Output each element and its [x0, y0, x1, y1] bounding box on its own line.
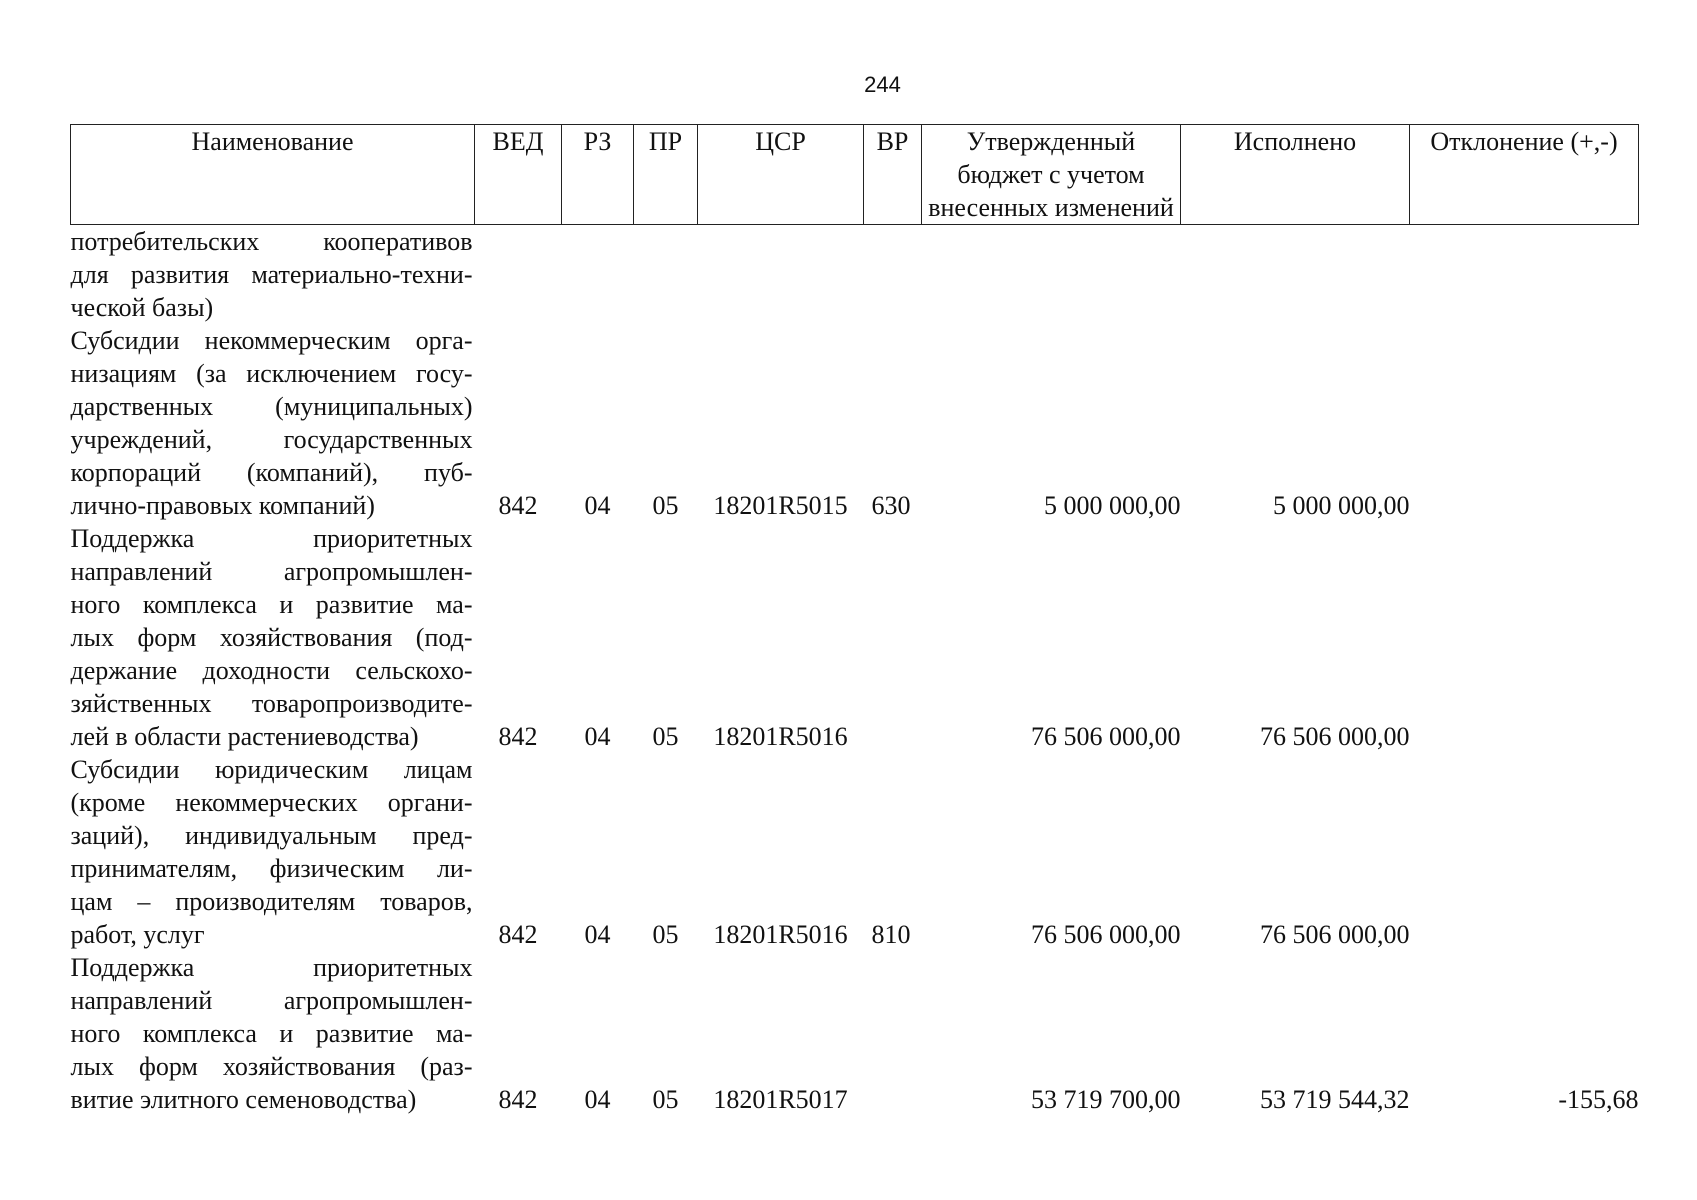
cell-executed: 5 000 000,00: [1273, 491, 1410, 520]
cell-rz: 04: [584, 1085, 611, 1114]
cell-name: [71, 753, 475, 951]
name-line: дарственных (муниципальных): [70, 392, 473, 421]
name-line: Субсидии некоммерческим орга-: [70, 326, 473, 355]
cell-executed: 76 506 000,00: [1260, 920, 1410, 949]
name-line: ческой базы): [70, 293, 214, 322]
table-header: [71, 125, 1639, 225]
cell-ved: [475, 225, 562, 325]
header-executed: Исполнено: [1181, 125, 1410, 225]
name-line: Субсидии юридическим лицам: [70, 755, 473, 784]
table-body: [71, 225, 1639, 1117]
header-rz: РЗ: [562, 125, 634, 225]
name-line: ного комплекса и развитие ма-: [70, 1019, 473, 1048]
name-line: низациям (за исключением госу-: [70, 359, 473, 388]
name-line: лей в области растениеводства): [70, 722, 419, 751]
cell-vr: [864, 225, 922, 325]
cell-rz: [562, 225, 634, 325]
cell-csr: [698, 225, 864, 325]
cell-approved-budget: 5 000 000,00: [1044, 491, 1181, 520]
header-vr: ВР: [864, 125, 922, 225]
page-number: 244: [864, 72, 901, 97]
header-row: [71, 125, 1639, 225]
header-ved: ВЕД: [475, 125, 562, 225]
cell-vr: [864, 951, 922, 1116]
name-line: лично-правовых компаний): [70, 491, 375, 520]
cell-rz: 04: [584, 920, 611, 949]
cell-name: [71, 324, 475, 522]
cell-executed: 76 506 000,00: [1260, 722, 1410, 751]
header-name: Наименование: [71, 125, 475, 225]
cell-ved: 842: [498, 491, 538, 520]
name-line: витие элитного семеноводства): [70, 1085, 417, 1114]
cell-approved-budget: 76 506 000,00: [1031, 722, 1181, 751]
cell-csr: 18201R5017: [713, 1085, 848, 1114]
name-line: направлений агропромышлен-: [70, 986, 473, 1015]
cell-pr: [634, 225, 698, 325]
table-row: [71, 225, 1639, 325]
cell-name: [71, 225, 475, 325]
cell-name: [71, 951, 475, 1116]
cell-ved: 842: [498, 722, 538, 751]
cell-pr: 05: [652, 1085, 679, 1114]
name-line: корпораций (компаний), пуб-: [70, 458, 473, 487]
cell-executed: [1181, 225, 1410, 325]
cell-deviation: [1410, 324, 1639, 522]
cell-csr: 18201R5016: [713, 722, 848, 751]
cell-ved: 842: [498, 920, 538, 949]
cell-rz: 04: [584, 491, 611, 520]
cell-vr: 810: [871, 920, 911, 949]
name-line: принимателям, физическим ли-: [70, 854, 473, 883]
name-line: работ, услуг: [70, 920, 205, 949]
name-line: заций), индивидуальным пред-: [70, 821, 473, 850]
name-line: лых форм хозяйствования (раз-: [70, 1052, 473, 1081]
cell-csr: 18201R5015: [713, 491, 848, 520]
cell-deviation: [1410, 225, 1639, 325]
cell-csr: 18201R5016: [713, 920, 848, 949]
name-line: для развития материально-техни-: [70, 260, 473, 289]
cell-rz: 04: [584, 722, 611, 751]
name-line: Поддержка приоритетных: [70, 524, 473, 553]
cell-approved-budget: [922, 225, 1181, 325]
name-line: ного комплекса и развитие ма-: [70, 590, 473, 619]
name-line: учреждений, государственных: [70, 425, 473, 454]
header-csr: ЦСР: [698, 125, 864, 225]
header-approved-budget: Утвержденный бюджет с учетом внесенных изменений: [922, 125, 1181, 225]
table-row: [71, 324, 1639, 522]
name-line: цам – производителям товаров,: [70, 887, 473, 916]
cell-vr: [864, 522, 922, 753]
cell-ved: 842: [498, 1085, 538, 1114]
header-pr: ПР: [634, 125, 698, 225]
name-line: зяйственных товаропроизводите-: [70, 689, 473, 718]
table-row: [71, 753, 1639, 951]
name-line: (кроме некоммерческих органи-: [70, 788, 473, 817]
cell-approved-budget: 76 506 000,00: [1031, 920, 1181, 949]
name-line: Поддержка приоритетных: [70, 953, 473, 982]
name-line: потребительских кооперативов: [70, 227, 473, 256]
name-line: лых форм хозяйствования (под-: [70, 623, 473, 652]
cell-executed: 53 719 544,32: [1260, 1085, 1410, 1114]
cell-vr: 630: [871, 491, 911, 520]
table-row: [71, 522, 1639, 753]
table-row: [71, 951, 1639, 1116]
cell-pr: 05: [652, 491, 679, 520]
cell-name: [71, 522, 475, 753]
cell-pr: 05: [652, 722, 679, 751]
header-deviation: Отклонение (+,-): [1410, 125, 1639, 225]
cell-deviation: -155,68: [1558, 1085, 1639, 1114]
budget-execution-table: [70, 124, 1639, 1116]
cell-pr: 05: [652, 920, 679, 949]
cell-deviation: [1410, 753, 1639, 951]
cell-deviation: [1410, 522, 1639, 753]
name-line: держание доходности сельскохо-: [70, 656, 473, 685]
name-line: направлений агропромышлен-: [70, 557, 473, 586]
cell-approved-budget: 53 719 700,00: [1031, 1085, 1181, 1114]
